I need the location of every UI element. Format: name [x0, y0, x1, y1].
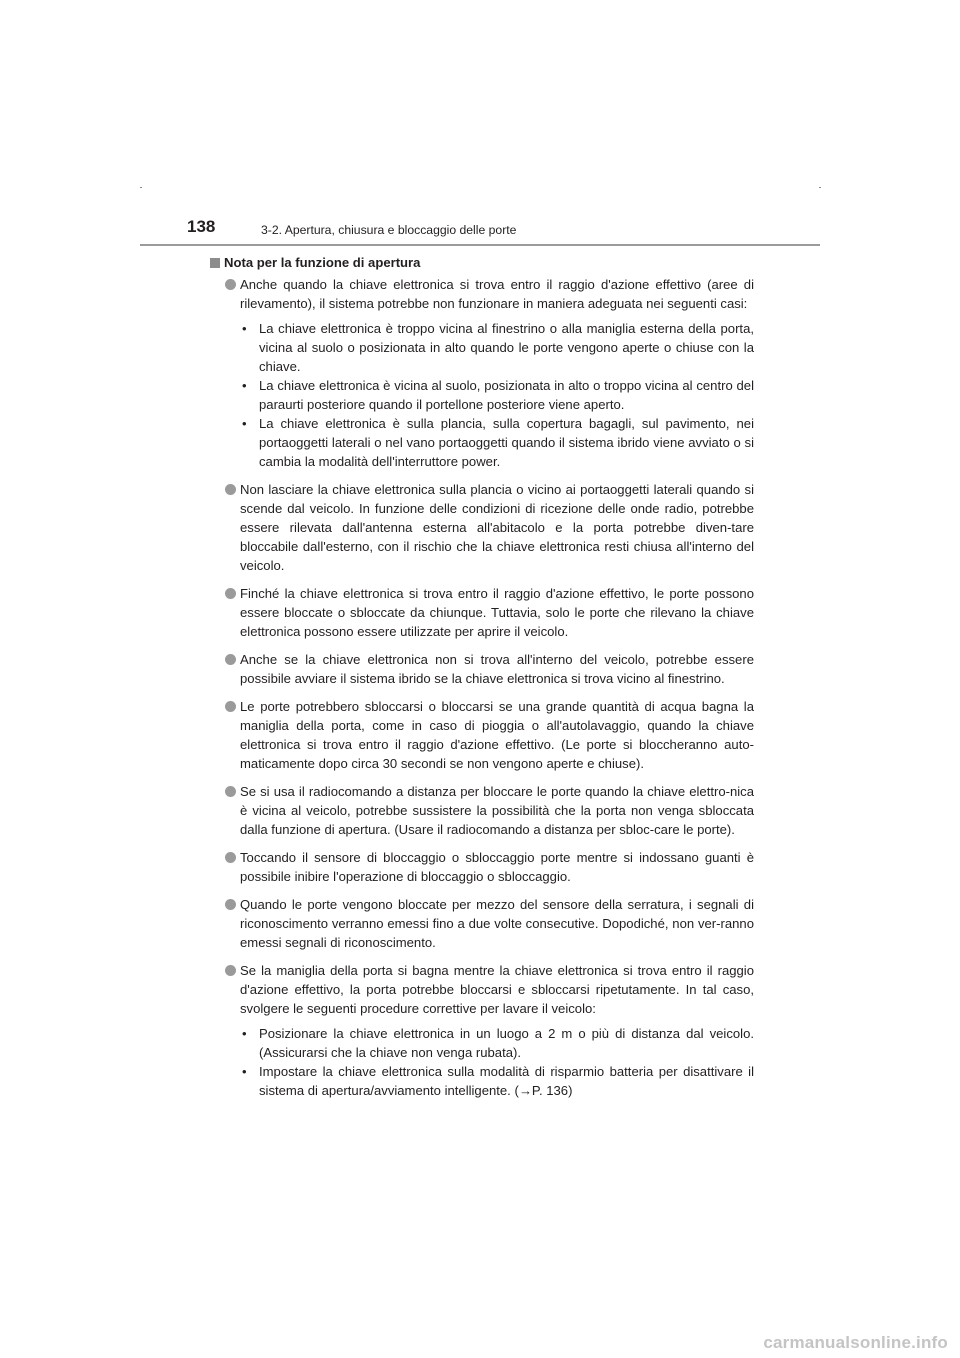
round-bullet-icon [225, 588, 236, 599]
bullet-text: Toccando il sensore di bloccaggio o sbloccaggio porte mentre si indossano guanti è possibile inibire l'operazione di bloccaggio o sbloccaggio. [240, 850, 754, 884]
bullet-text: Se la maniglia della porta si bagna mentre la chiave elettronica si trova entro il raggio d'azione effettivo, la porta potrebbe bloccarsi e sbloccarsi ripetutamente. In tal caso, svolgere le seguenti procedure correttive per lavare il veicolo: [240, 963, 754, 1016]
bullet-item [210, 782, 754, 839]
round-bullet-icon [225, 279, 236, 290]
round-bullet-icon [225, 786, 236, 797]
sub-item-text: Impostare la chiave elettronica sulla modalità di risparmio batteria per disattivare il sistema di apertura/avviamento intelligente. (→P. 136) [259, 1064, 754, 1098]
section-heading-text: Nota per la funzione di apertura [224, 255, 421, 270]
sub-item [210, 1062, 754, 1100]
sub-bullet: • [242, 321, 247, 336]
round-bullet-icon [225, 852, 236, 863]
sub-item-text: La chiave elettronica è sulla plancia, sulla copertura bagagli, sul pavimento, nei portaoggetti laterali o nel vano portaoggetti quando il sistema ibrido viene avviato o si cambia la modalità dell'interruttore power. [259, 416, 754, 469]
bullet-item [210, 584, 754, 641]
sub-bullet: • [242, 1026, 247, 1041]
sub-item [210, 376, 754, 414]
bullet-item [210, 697, 754, 773]
bullet-item [210, 895, 754, 952]
round-bullet-icon [225, 654, 236, 665]
section-heading [210, 253, 754, 272]
bullet-item [210, 961, 754, 1018]
sub-item [210, 319, 754, 376]
bullet-text: Le porte potrebbero sbloccarsi o bloccarsi se una grande quantità di acqua bagna la maniglia della porta, come in caso di pioggia o all'autolavaggio, quando la chiave elettronica si trova entro il raggio d'azione effettivo. (Le porte si bloccheranno auto-maticamente dopo circa 30 secondi se non vengono aperte e chiuse). [240, 699, 754, 771]
sub-item-text: Posizionare la chiave elettronica in un luogo a 2 m o più di distanza dal veicolo. (Assicurarsi che la chiave non venga rubata). [259, 1026, 754, 1060]
page-content [210, 253, 754, 1100]
bullet-text: Anche quando la chiave elettronica si trova entro il raggio d'azione effettivo (aree di rilevamento), il sistema potrebbe non funzionare in maniera adeguata nei seguenti casi: [240, 277, 754, 311]
square-bullet-icon [210, 258, 220, 268]
sub-item [210, 414, 754, 471]
sub-item-text: La chiave elettronica è vicina al suolo, posizionata in alto o troppo vicina al centro del paraurti posteriore quando il portellone posteriore viene aperto. [259, 378, 754, 412]
round-bullet-icon [225, 965, 236, 976]
header-divider [140, 244, 820, 246]
bullet-text: Non lasciare la chiave elettronica sulla plancia o vicino ai portaoggetti laterali quando si scende dal veicolo. In funzione delle condizioni di ricezione delle onde radio, potrebbe essere rilevata dall'antenna esterna all'abitacolo e la porta potrebbe diven-tare bloccabile dall'esterno, con il rischio che la chiave elettronica resti chiusa all'interno del veicolo. [240, 482, 754, 573]
bullet-list [210, 275, 754, 1100]
sub-list [210, 319, 754, 471]
sub-bullet: • [242, 378, 247, 393]
sub-bullet: • [242, 416, 247, 431]
sub-item [210, 1024, 754, 1062]
bullet-item [210, 275, 754, 313]
bullet-item [210, 480, 754, 575]
bullet-text: Se si usa il radiocomando a distanza per bloccare le porte quando la chiave elettro-nica è vicina al veicolo, potrebbe sussistere la possibilità che la porta non venga sbloccata dalla funzione di apertura. (Usare il radiocomando a distanza per sbloc-care le porte). [240, 784, 754, 837]
bullet-text: Quando le porte vengono bloccate per mezzo del sensore della serratura, i segnali di riconoscimento verranno emessi fino a due volte consecutive. Dopodiché, non ver-ranno emessi segnali di riconoscimento. [240, 897, 754, 950]
round-bullet-icon [225, 899, 236, 910]
round-bullet-icon [225, 701, 236, 712]
sub-bullet: • [242, 1064, 247, 1079]
round-bullet-icon [225, 484, 236, 495]
sub-list [210, 1024, 754, 1100]
sub-item-text: La chiave elettronica è troppo vicina al finestrino o alla maniglia esterna della porta, vicina al suolo o posizionata in alto quando le porte vengono aperte o chiuse con la chiave. [259, 321, 754, 374]
section-title: 3-2. Apertura, chiusura e bloccaggio delle porte [261, 223, 517, 237]
bullet-item [210, 848, 754, 886]
watermark: carmanualsonline.info [763, 1333, 948, 1352]
bullet-item [210, 650, 754, 688]
crop-mark-right [819, 187, 821, 188]
page-number: 138 [187, 217, 216, 236]
bullet-text: Anche se la chiave elettronica non si trova all'interno del veicolo, potrebbe essere possibile avviare il sistema ibrido se la chiave elettronica si trova vicino al finestrino. [240, 652, 754, 686]
bullet-text: Finché la chiave elettronica si trova entro il raggio d'azione effettivo, le porte possono essere bloccate o sbloccate da chiunque. Tuttavia, solo le porte che rilevano la chiave elettronica possono essere utilizzate per aprire il veicolo. [240, 586, 754, 639]
crop-mark-left [140, 187, 142, 188]
